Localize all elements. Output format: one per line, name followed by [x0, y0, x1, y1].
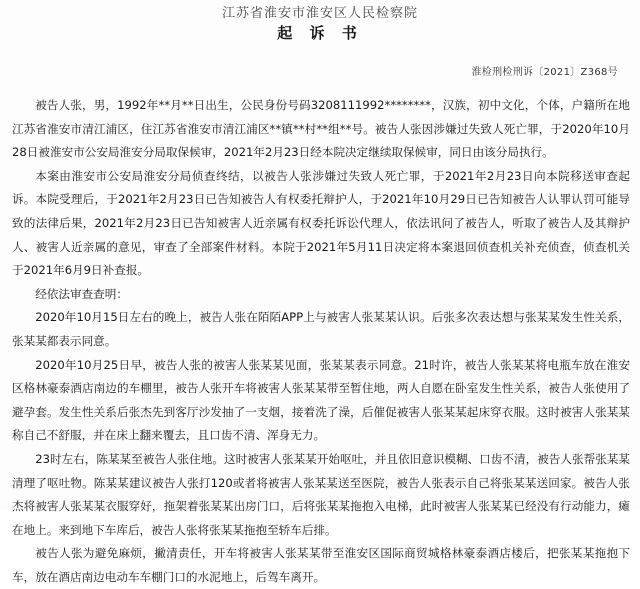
paragraph-defendant-info: 被告人张，男，1992年**月**日出生，公民身份号码3208111992********，汉族，初中文化，个体，户籍所在地江苏省淮安市清江浦区，住江苏省淮安市清江浦区**镇**村**组**号。被告人张因涉嫌过失致人死亡罪，于2020年10月28日被淮安市公安局淮安分局取保候审，2021年2月23日经本院决定继续取保候审，同日由该分局执行。: [12, 98, 630, 160]
paragraph-fact-1: 2020年10月15日左右的晚上，被告人张在陌陌APP上与被害人张某某认识。后张多次表达想与张某某发生性关系，张某某都表示同意。: [12, 310, 630, 348]
document-body: [12, 94, 630, 589]
paragraph-case-procedure: 本案由淮安市公安局淮安分局侦查终结，以被告人张涉嫌过失致人死亡罪，于2021年2月23日向本院移送审查起诉。本院受理后，于2021年2月23日已告知被告人有权委托辩护人，于2021年10月29日已告知被告人认罪认罚可能导致的法律后果，2021年2月23日已告知被害人近亲属有权委托诉讼代理人，依法讯问了被告人，听取了被告人及其辩护人、被害人近亲属的意见，审查了全部案件材料。本院于2021年5月11日决定将本案退回侦查机关补充侦查，侦查机关于2021年6月9日补查报。: [12, 168, 630, 278]
procuratorate-name: 江苏省淮安市淮安区人民检察院: [221, 6, 418, 21]
document-title: 起 诉 书: [277, 24, 363, 42]
paragraph-fact-4: 被告人张为避免麻烦，撇清责任，开车将被害人张某某带至淮安区国际商贸城格林豪泰酒店楼后，把张某某拖抱下车，放在酒店南边电动车车棚门口的水泥地上，后驾车离开。: [12, 546, 630, 584]
paragraph-fact-3: 23时左右，陈某某至被告人张住地。这时被害人张某某开始呕吐，并且依旧意识模糊、口齿不清，被告人张帮张某某清理了呕吐物。陈某某建议被告人张打120或者将被害人张某某送至医院，被告人张表示自己将张某某送回家。被告人张杰将被害人张某某衣服穿好，拖架着张某某出房门口，后将张某某拖抱入电梯，此时被害人张某某已经没有行动能力，瘫在地上。来到地下车库后，被告人张将张某某拖抱至轿车后排。: [12, 451, 630, 537]
paragraph-fact-2: 2020年10月25日早，被告人张的被害人张某某见面，张某某表示同意。21时许，被告人张某某将电瓶车放在淮安区格林豪泰酒店南边的车棚里，被告人张开车将被害人张某某带至暂住地，两人自愿在卧室发生性关系，被告人张使用了避孕套。发生性关系后张杰先到客厅沙发抽了一支烟，接着洗了澡，后催促被害人张某某起床穿衣服。这时被害人张某某称自己不舒服，并在床上翻来覆去，且口齿不清、浑身无力。: [12, 357, 630, 443]
paragraph-findings-heading: 经依法审查查明：: [35, 286, 128, 301]
document-number: 淮检刑检刑诉〔2021〕Z368号: [471, 67, 618, 78]
